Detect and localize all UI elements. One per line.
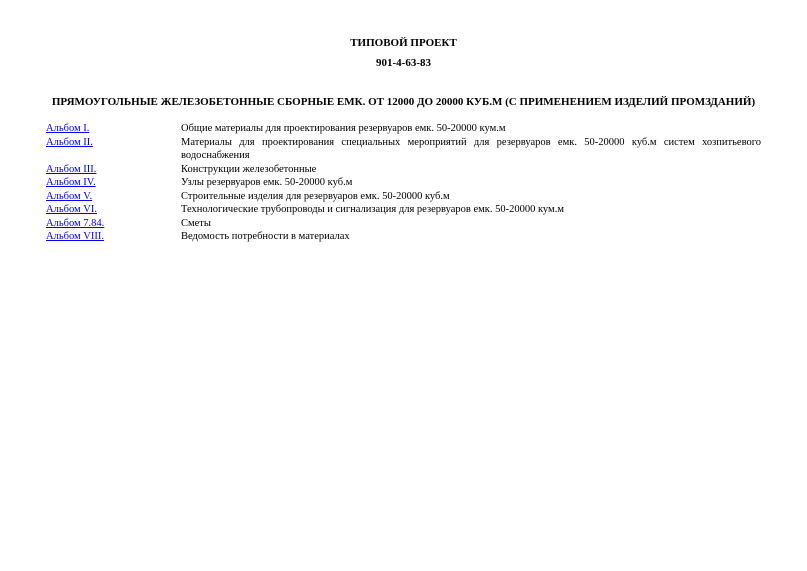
albums-table — [46, 122, 761, 244]
album-row — [46, 190, 761, 204]
album-link[interactable]: Альбом VI. — [46, 204, 97, 215]
album-row — [46, 122, 761, 136]
album-link[interactable]: Альбом V. — [46, 190, 93, 202]
album-row — [46, 176, 761, 190]
album-description: Строительные изделия для резервуаров емк. 50-20000 куб.м — [181, 190, 450, 202]
album-description: Ведомость потребности в материалах — [181, 231, 350, 242]
album-row — [46, 217, 761, 231]
album-link[interactable]: Альбом IV. — [46, 177, 96, 188]
album-description: Материалы для проектирования специальных мероприятий для резервуаров емк. 50-20000 куб.м систем хозпитьевого водоснабжения — [181, 136, 761, 161]
album-row — [46, 163, 761, 177]
album-description: Узлы резервуаров емк. 50-20000 куб.м — [181, 177, 353, 188]
album-description: Конструкции железобетонные — [181, 163, 317, 175]
project-number: 901-4-63-83 — [376, 57, 431, 69]
album-link[interactable]: Альбом II. — [46, 136, 93, 148]
album-row — [46, 136, 761, 163]
project-type-heading: ТИПОВОЙ ПРОЕКТ — [350, 37, 457, 49]
album-link[interactable]: Альбом 7.84. — [46, 217, 105, 229]
album-row — [46, 230, 761, 244]
album-row — [46, 203, 761, 217]
album-description: Технологические трубопроводы и сигнализация для резервуаров емк. 50-20000 кум.м — [181, 204, 564, 215]
album-link[interactable]: Альбом VIII. — [46, 231, 104, 242]
project-title: ПРЯМОУГОЛЬНЫЕ ЖЕЛЕЗОБЕТОННЫЕ СБОРНЫЕ ЕМК. ОТ 12000 ДО 20000 КУБ.М (С ПРИМЕНЕНИЕМ ИЗДЕЛИЙ ПРОМЗДАНИЙ) — [51, 96, 756, 108]
album-link[interactable]: Альбом III. — [46, 163, 97, 175]
album-link[interactable]: Альбом I. — [46, 123, 90, 134]
album-description: Общие материалы для проектирования резервуаров емк. 50-20000 кум.м — [181, 123, 506, 134]
album-description: Сметы — [181, 217, 211, 229]
